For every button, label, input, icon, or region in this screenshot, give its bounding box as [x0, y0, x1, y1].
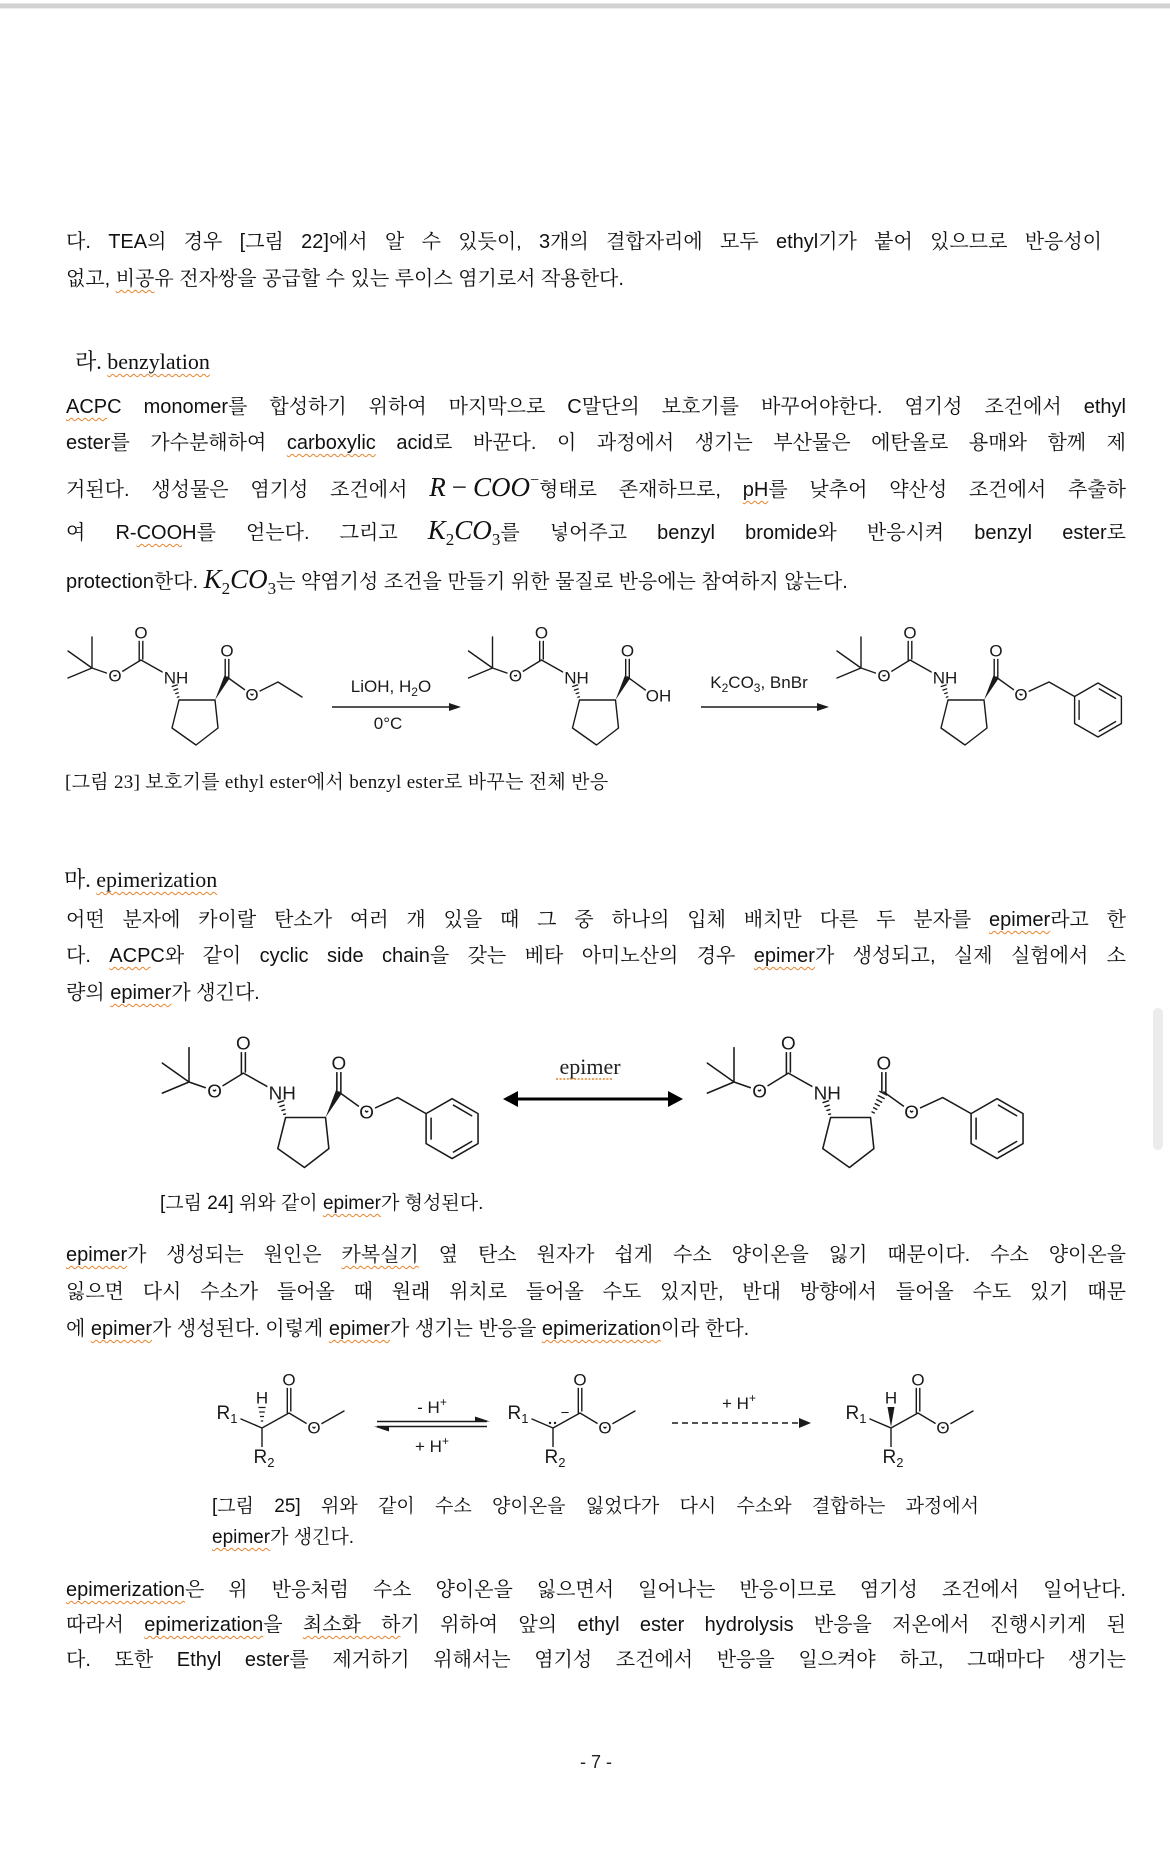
formula-sub: 3 — [267, 579, 277, 598]
line-text: epimerization은 위 반응처럼 수소 양이온을 잃으면서 일어나는 반응이므로 염기성 조건에서 일어난다. — [66, 1579, 1126, 1601]
paragraph-line — [66, 515, 1126, 549]
spellcheck-flag: epimerization — [96, 867, 218, 892]
spellcheck-flag: epimer — [753, 945, 815, 967]
top-divider — [0, 3, 1170, 9]
reaction-arrow-hydrolysis — [332, 677, 461, 733]
proton-text: + H — [722, 1394, 749, 1413]
molecule-ester-wedged-h — [846, 1371, 973, 1470]
line-text: 다. TEA의 경우 [그림 22]에서 알 수 있듯이, 3개의 결합자리에 모두 ethyl기가 붙어 있으므로 반응성이 — [66, 231, 1102, 253]
proton-charge: + — [748, 1391, 756, 1405]
line-text: epimer가 생성되는 원인은 카복실기 옆 탄소 원자가 쉽게 수소 양이온을 잃기 때문이다. 수소 양이온을 — [66, 1244, 1126, 1266]
heading-text: 라. benzylation — [75, 349, 210, 374]
spellcheck-flag: epimer — [90, 1318, 153, 1340]
spellcheck-flag: epimer — [110, 982, 172, 1004]
atom-label-hydrogen: H — [255, 1388, 269, 1408]
arrow-head-reverse — [374, 1427, 389, 1432]
spellcheck-flag: epimerization — [66, 1579, 185, 1601]
spellcheck-flag: ACP — [66, 396, 108, 418]
atom-label-hydrogen: H — [884, 1388, 898, 1408]
proton-text: - H — [417, 1398, 440, 1417]
paragraph-line — [66, 429, 1126, 457]
arrow-head-left — [503, 1091, 518, 1107]
reagent-subscript: 3 — [753, 681, 761, 695]
spellcheck-flag: epimer — [328, 1318, 390, 1340]
reagent-subscript: 2 — [721, 681, 729, 695]
section-heading-benzylation — [75, 347, 210, 377]
molecule-boc-acpc-acid — [469, 624, 672, 746]
paragraph-line — [66, 979, 1126, 1007]
figure-caption-25-line — [212, 1524, 979, 1552]
paragraph-line — [66, 1278, 1126, 1306]
paragraph-line — [66, 393, 1126, 421]
formula-sub: 2 — [445, 530, 455, 549]
caption-text: [그림 24] 위와 같이 epimer가 형성된다. — [160, 1193, 484, 1214]
section-heading-epimerization — [64, 865, 217, 895]
line-text: 를 넣어주고 benzyl bromide와 반응시켜 benzyl ester로 — [500, 522, 1126, 544]
arrow-head — [799, 1418, 811, 1428]
proton-charge: + — [441, 1434, 449, 1448]
formula-charge: − — [529, 472, 540, 489]
formula-co: CO — [454, 515, 492, 545]
line-text: 잃으면 다시 수소가 들어올 때 원래 위치로 들어올 수도 있지만, 반대 방향에서 들어올 수도 있기 때문 — [66, 1281, 1126, 1303]
arrow-head — [449, 703, 461, 711]
formula-r: R — [429, 472, 446, 502]
molecule-boc-acpc-benzyl-ester — [837, 624, 1121, 746]
formula-sub: 2 — [221, 579, 231, 598]
line-text: 여 R-COOH를 얻는다. 그리고 — [66, 522, 428, 544]
negative-charge: − — [560, 1404, 570, 1422]
molecule-carbanion-intermediate — [508, 1371, 635, 1470]
hashed-bond — [258, 1408, 265, 1422]
spellcheck-flag: epimer — [989, 909, 1051, 931]
formula-k: K — [203, 564, 222, 594]
paragraph-line — [66, 942, 1126, 970]
spellcheck-flag: epimer — [322, 1193, 382, 1214]
vertical-scrollbar-thumb[interactable] — [1153, 1008, 1163, 1150]
paragraph-line — [66, 1241, 1126, 1269]
molecule-boc-acpc-ethyl-ester — [68, 624, 302, 746]
spellcheck-flag: 비공 — [115, 268, 155, 290]
spellcheck-flag: epimer — [212, 1527, 271, 1548]
arrow-head-forward — [475, 1417, 490, 1422]
spellcheck-flag: benzylation — [107, 349, 210, 374]
spellcheck-flag: pH — [742, 479, 769, 501]
paragraph-line — [66, 1611, 1126, 1639]
reagent-label-k2co3-bnbr — [710, 673, 808, 695]
spellcheck-flag: epimerization — [144, 1614, 264, 1636]
spellcheck-flag: COO — [136, 522, 183, 544]
dashed-protonation-arrow — [672, 1391, 811, 1428]
line-text: 에 epimer가 생성된다. 이렇게 epimer가 생기는 반응을 epimerization이라 한다. — [66, 1318, 750, 1340]
line-text: 따라서 epimerization을 최소화 하기 위하여 앞의 ethyl ester hydrolysis 반응을 저온에서 진행시키게 된 — [66, 1614, 1126, 1636]
spellcheck-flag: ACP — [109, 945, 151, 967]
wedge-bond — [888, 1407, 895, 1427]
paragraph-line — [66, 1576, 1126, 1604]
heading-text: 마. epimerization — [64, 867, 218, 892]
epimer-arrow-label: epimer — [559, 1054, 621, 1079]
proton-text: + H — [415, 1437, 442, 1456]
paragraph-line — [66, 1646, 1126, 1674]
lone-pair-dot — [554, 1422, 556, 1424]
reagent-text: K — [710, 673, 722, 692]
figure-caption-24 — [160, 1190, 960, 1218]
line-text: protection한다. — [66, 571, 204, 593]
spellcheck-flag: epimer — [66, 1244, 128, 1266]
paragraph-line — [66, 906, 1126, 934]
reaction-arrow-benzylation — [701, 673, 829, 711]
double-headed-arrow — [503, 1091, 683, 1107]
epimerization-mechanism-figure-25 — [0, 1360, 1170, 1480]
paragraph-line — [66, 1315, 1126, 1343]
molecule-benzyl-ester-cis-epimer — [707, 1033, 1023, 1168]
label-minus-proton — [417, 1395, 447, 1417]
reagent-label-lioh — [351, 677, 431, 699]
line-text: 거된다. 생성물은 염기성 조건에서 — [66, 479, 430, 501]
paragraph-line — [66, 228, 1102, 256]
reagent-text: , BnBr — [760, 673, 808, 692]
line-text: 없고, 비공유 전자쌍을 공급할 수 있는 루이스 염기로서 작용한다. — [66, 268, 624, 290]
caption-text: [그림 25] 위와 같이 수소 양이온을 잃었다가 다시 수소와 결합하는 과정에서 — [212, 1496, 979, 1517]
formula-coo: COO — [472, 472, 530, 502]
line-text: 형태로 존재하므로, pH를 낮추어 약산성 조건에서 추출하 — [539, 479, 1126, 501]
reagent-text: O — [417, 677, 432, 696]
line-text: 량의 epimer가 생긴다. — [66, 982, 260, 1004]
formula-k: K — [427, 515, 446, 545]
formula-k2co3 — [427, 515, 501, 549]
paragraph-line — [66, 564, 1126, 598]
formula-carboxylate — [429, 472, 539, 502]
figure-caption-25-line — [212, 1493, 979, 1521]
epimer-figure-24 — [0, 1020, 1170, 1185]
formula-sub: 3 — [491, 530, 501, 549]
line-text: 다. ACPC와 같이 cyclic side chain을 갖는 베타 아미노산의 경우 epimer가 생성되고, 실제 실험에서 소 — [66, 945, 1126, 967]
label-plus-proton — [415, 1434, 449, 1456]
line-text: ACPC monomer를 합성하기 위하여 마지막으로 C말단의 보호기를 바꾸어야한다. 염기성 조건에서 ethyl — [66, 396, 1126, 418]
caption-text: [그림 23] 보호기를 ethyl ester에서 benzyl ester로 바꾸는 전체 반응 — [65, 772, 609, 793]
formula-bond: − — [451, 472, 467, 502]
formula-k2co3 — [203, 564, 277, 598]
spellcheck-flag: carboxylic — [286, 432, 376, 454]
caption-text: epimer가 생긴다. — [212, 1527, 355, 1548]
arrow-head-right — [668, 1091, 683, 1107]
reagent-text: CO — [728, 673, 754, 692]
proton-charge: + — [439, 1395, 447, 1409]
arrow-shafts — [377, 1422, 487, 1427]
line-text: ester를 가수분해하여 carboxylic acid로 바꾼다. 이 과정에서 생기는 부산물은 에탄올로 용매와 함께 제 — [66, 432, 1126, 454]
condition-label-temperature: 0°C — [373, 714, 403, 733]
label-plus-proton — [722, 1391, 756, 1413]
line-text: 다. 또한 Ethyl ester를 제거하기 위해서는 염기성 조건에서 반응을 일으켜야 하고, 그때마다 생기는 — [66, 1649, 1126, 1671]
spellcheck-flag: 최소화 하 — [302, 1614, 401, 1636]
line-text: 어떤 분자에 카이랄 탄소가 여러 개 있을 때 그 중 하나의 입체 배치만 다른 두 분자를 epimer라고 한 — [66, 909, 1126, 931]
paragraph-line — [66, 473, 1126, 501]
spellcheck-flag: 카복실기 — [341, 1244, 419, 1266]
formula-co: CO — [230, 564, 268, 594]
figure-caption-23 — [65, 769, 608, 797]
spellcheck-flag: epimerization — [541, 1318, 661, 1340]
lone-pair-dot — [549, 1422, 551, 1424]
paragraph-line — [66, 265, 1126, 293]
equilibrium-arrows — [374, 1395, 490, 1456]
line-text: 는 약염기성 조건을 만들기 위한 물질로 반응에는 참여하지 않는다. — [276, 571, 848, 593]
molecule-benzyl-ester-trans — [162, 1033, 478, 1168]
molecule-ester-hashed-h — [217, 1371, 344, 1470]
reagent-text: LiOH, H — [350, 677, 412, 696]
reagent-subscript: 2 — [411, 685, 418, 699]
reaction-scheme-figure-23 — [0, 600, 1170, 770]
arrow-head — [817, 703, 829, 711]
page-number: - 7 - — [579, 1752, 612, 1772]
